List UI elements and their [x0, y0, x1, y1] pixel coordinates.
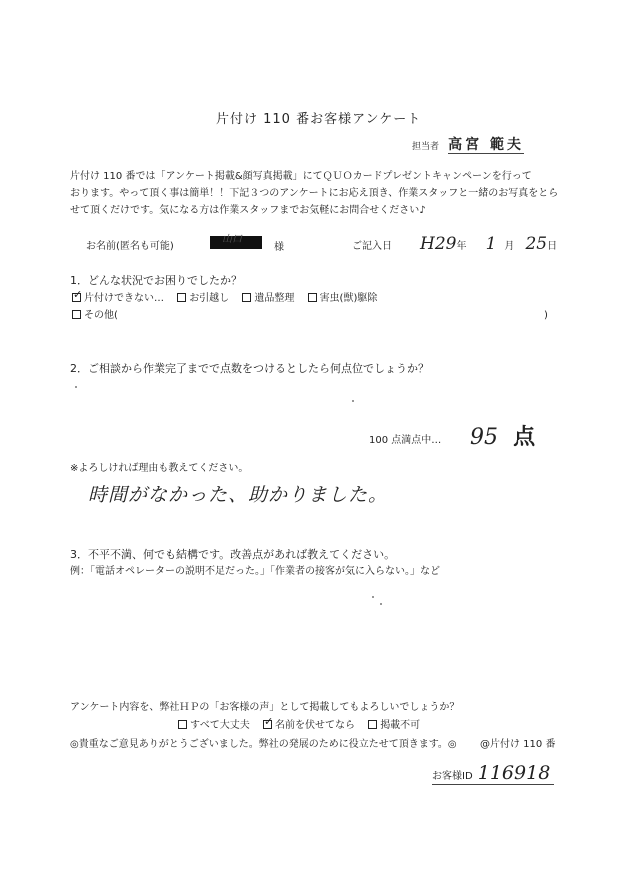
q3-example: 例：「電話オペレーターの説明不足だった。」「作業者の接客が気に入らない。」など: [70, 566, 440, 577]
consent-option-label: 名前を伏せてなら: [275, 720, 355, 731]
q2-question: 2．ご相談から作業完了までで点数をつけるとしたら何点位でしょうか？: [70, 362, 429, 375]
day-suffix: 日: [547, 241, 558, 252]
year-suffix: 年: [456, 241, 467, 252]
q1-option-label: 害虫(獣)駆除: [319, 293, 378, 304]
checkbox-icon[interactable]: [242, 293, 251, 302]
scan-speck: [372, 596, 374, 598]
intro-line-1: 片付け 110 番では「アンケート掲載&顔写真掲載」にてＱＵＯカードプレゼントキャンペーンを行って: [70, 171, 532, 182]
q1-other-close: ): [544, 310, 548, 321]
customer-id-value: 116918: [477, 762, 551, 784]
footer-thanks: ◎貴重なご意見ありがとうございました。弊社の発展のために役立たせて頂きます。◎: [70, 739, 457, 750]
q1-option-label: 遺品整理: [254, 293, 295, 304]
date-day: 25: [525, 234, 548, 254]
q1-option-tidy[interactable]: [72, 292, 164, 305]
name-value: 山口: [222, 234, 242, 245]
footer-brand: @片付け 110 番: [480, 739, 556, 750]
customer-id: [432, 762, 554, 785]
checkbox-icon[interactable]: [178, 720, 187, 729]
staff-label: 担当者: [412, 142, 440, 152]
staff-block: [412, 134, 524, 154]
date-value: [420, 234, 557, 254]
q2-reason-prompt: ※よろしければ理由も教えてください。: [70, 463, 249, 474]
intro-line-2: おります。やって頂く事は簡単！！下記３つのアンケートにお応え頂き、作業スタッフと一緒のお写真をとら: [70, 188, 559, 199]
q1-option-pest[interactable]: [308, 292, 378, 305]
checkbox-icon[interactable]: [177, 293, 186, 302]
customer-id-label: お客様ID: [432, 771, 473, 782]
scan-speck: [352, 400, 354, 402]
q1-option-estate[interactable]: [242, 292, 294, 305]
q1-other-label: その他(: [84, 310, 118, 321]
q2-reason: 時間がなかった、助かりました。: [88, 484, 389, 506]
name-label: お名前(匿名も可能): [86, 241, 174, 252]
checkbox-checked-icon[interactable]: [72, 293, 81, 302]
consent-option-anonymous[interactable]: [263, 719, 355, 732]
q2-score-value: 95: [470, 425, 498, 450]
scan-speck: [380, 603, 382, 605]
consent-option-label: すべて大丈夫: [190, 720, 250, 731]
q3-question: 3．不平不満、何でも結構です。改善点があれば教えてください。: [70, 548, 396, 561]
date-month: 1: [485, 234, 497, 254]
consent-option-all[interactable]: [178, 719, 250, 732]
q1-question: 1．どんな状況でお困りでしたか？: [70, 274, 242, 287]
q1-options: [72, 292, 387, 305]
consent-option-decline[interactable]: [368, 719, 420, 732]
q2-score-unit: 点: [513, 425, 536, 450]
consent-options: [178, 719, 430, 732]
scan-speck: [75, 386, 77, 388]
consent-question: アンケート内容を、弊社ＨＰの「お客様の声」として掲載してもよろしいでしょうか？: [70, 702, 460, 713]
q1-option-label: お引越し: [189, 293, 230, 304]
checkbox-checked-icon[interactable]: [263, 720, 272, 729]
q1-option-label: 片付けできない…: [84, 293, 164, 304]
checkbox-icon[interactable]: [72, 310, 81, 319]
consent-option-label: 掲載不可: [380, 720, 421, 731]
staff-name: 高宮 範夫: [448, 137, 524, 153]
q2-scale-label: 100 点満点中…: [369, 435, 442, 446]
checkbox-icon[interactable]: [368, 720, 377, 729]
q2-score: [470, 420, 535, 451]
month-suffix: 月: [504, 241, 515, 252]
checkbox-icon[interactable]: [308, 293, 317, 302]
q1-other[interactable]: [72, 309, 118, 322]
q1-option-move[interactable]: [177, 292, 229, 305]
redacted-name-block: [210, 236, 262, 249]
name-honorific: 様: [274, 242, 284, 253]
date-era: H29: [420, 234, 457, 254]
date-label: ご記入日: [352, 241, 392, 252]
survey-title: 片付け 110 番お客様アンケート: [216, 112, 422, 127]
intro-line-3: せて頂くだけです。気になる方は作業スタッフまでお気軽にお問合せください♪: [70, 205, 426, 216]
